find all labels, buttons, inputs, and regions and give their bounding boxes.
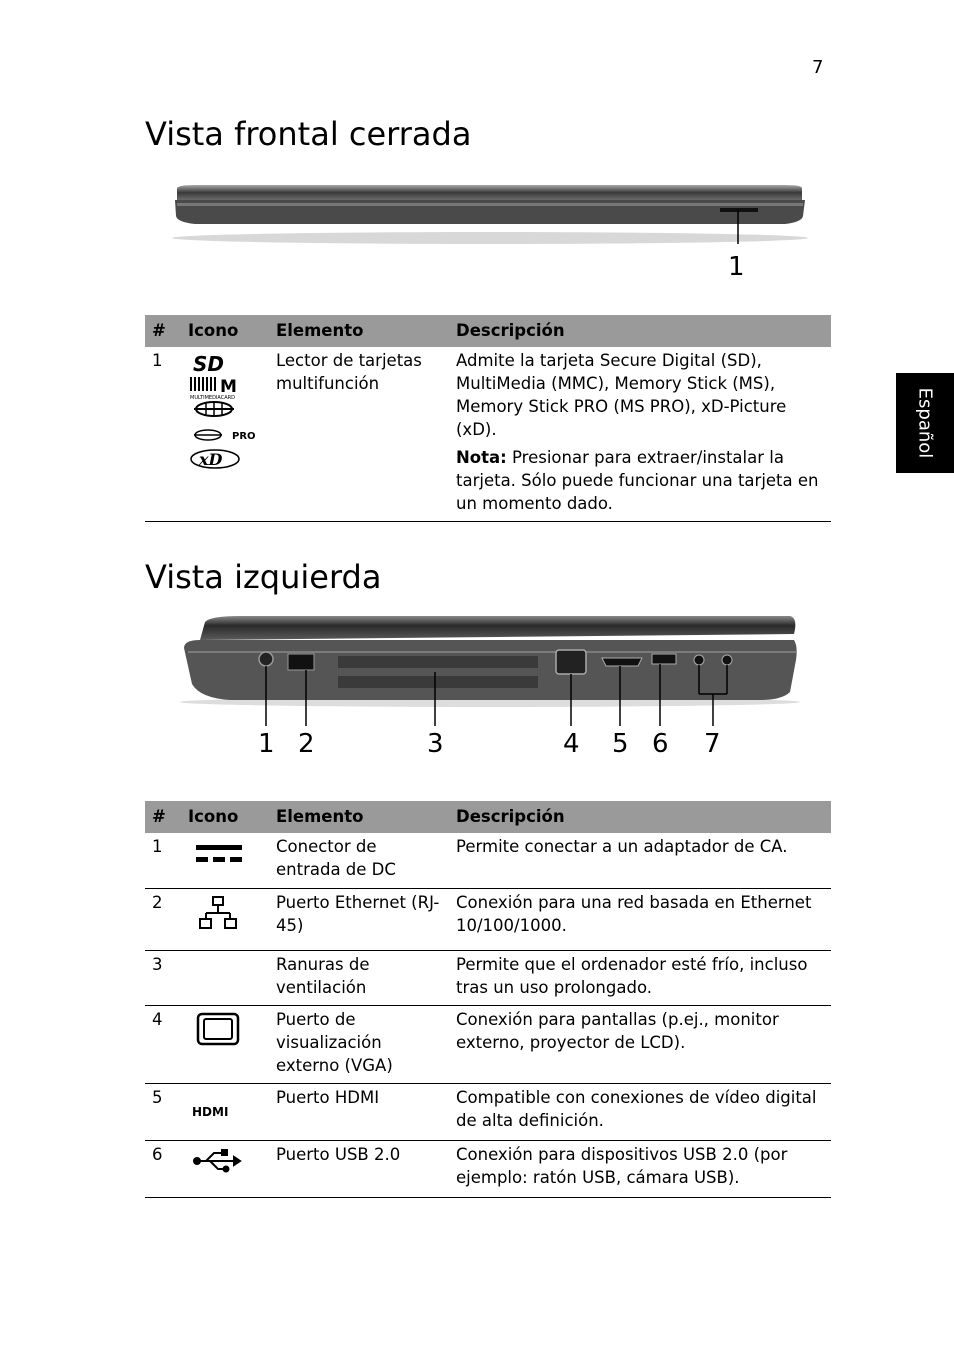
language-tab: [896, 373, 954, 473]
laptop-edge: [177, 203, 803, 206]
left-callout-4: 4: [563, 729, 580, 759]
laptop-lid: [200, 616, 795, 640]
section-title-front: Vista frontal cerrada: [145, 115, 472, 153]
row-num: 6: [145, 1140, 180, 1197]
vga-port: [556, 650, 586, 674]
laptop-left-view-image: [170, 612, 810, 732]
row-element: Lector de tarjetas multifunción: [268, 347, 448, 522]
left-callout-6: 6: [652, 729, 669, 759]
language-tab-label: Español: [914, 387, 936, 459]
row-icon: [180, 950, 268, 1005]
note-body: Presionar para extraer/instalar la tarjeta. Sólo puede funcionar una tarjeta en un momento dado.: [456, 448, 819, 513]
hdmi-port: [602, 658, 642, 666]
left-callout-2: 2: [298, 729, 315, 759]
row-description: [448, 347, 831, 522]
table-row: [145, 950, 831, 1005]
row-num: 3: [145, 950, 180, 1005]
row-num: 1: [145, 833, 180, 888]
dc-in-icon: [188, 837, 248, 871]
header-description: Descripción: [448, 315, 831, 347]
row-icon: [180, 888, 268, 950]
sd-icon: [193, 352, 224, 376]
svg-text:SD: SD: [193, 352, 225, 376]
row-description: Permite conectar a un adaptador de CA.: [448, 833, 831, 888]
table-row: [145, 1140, 831, 1197]
left-callout-3: 3: [427, 729, 444, 759]
left-callout-5: 5: [612, 729, 629, 759]
header-num: #: [145, 315, 180, 347]
table-row: [145, 833, 831, 888]
svg-text:M: M: [220, 377, 237, 397]
ethernet-icon: [188, 893, 248, 933]
header-element: Elemento: [268, 801, 448, 833]
table-row: [145, 347, 831, 522]
front-view-table: [145, 315, 831, 522]
laptop-lid: [177, 185, 802, 200]
left-callout-1: 1: [258, 729, 275, 759]
note-label: Nota:: [456, 448, 507, 467]
ethernet-port: [288, 654, 314, 670]
table-row: [145, 888, 831, 950]
laptop-shadow: [172, 232, 808, 244]
row-element: Puerto de visualización externo (VGA): [268, 1005, 448, 1083]
row-icon: [180, 1083, 268, 1140]
header-description: Descripción: [448, 801, 831, 833]
row-description: Conexión para pantallas (p.ej., monitor externo, proyector de LCD).: [448, 1005, 831, 1083]
header-num: #: [145, 801, 180, 833]
microphone-jack: [722, 655, 732, 665]
vga-icon: [188, 1010, 248, 1050]
dc-in-port: [259, 652, 273, 666]
memory-stick-icon: [194, 402, 234, 416]
card-logos-icon: [188, 351, 258, 469]
left-callout-7: 7: [704, 729, 721, 759]
description-text: Admite la tarjeta Secure Digital (SD), MultiMedia (MMC), Memory Stick (MS), Memory Stick PRO (MS PRO), xD-Picture (xD).: [456, 351, 787, 439]
row-num: 1: [145, 347, 180, 522]
row-icon: [180, 833, 268, 888]
laptop-front-view-image: [165, 180, 815, 280]
row-element: Conector de entrada de DC: [268, 833, 448, 888]
card-reader-slot: [720, 208, 758, 212]
svg-text:HDMI: HDMI: [192, 1104, 229, 1119]
usb-port: [652, 654, 676, 664]
multimedia-card-icon: [190, 377, 237, 401]
svg-text:PRO: PRO: [232, 431, 256, 442]
table-row: [145, 1005, 831, 1083]
header-icon: Icono: [180, 801, 268, 833]
row-icons: [180, 347, 268, 522]
svg-text:xD: xD: [199, 450, 223, 469]
memory-stick-pro-icon: [194, 430, 256, 442]
row-num: 5: [145, 1083, 180, 1140]
row-description: Compatible con conexiones de vídeo digital de alta definición.: [448, 1083, 831, 1140]
row-description: Conexión para dispositivos USB 2.0 (por ejemplo: ratón USB, cámara USB).: [448, 1140, 831, 1197]
laptop-base: [184, 640, 797, 700]
row-icon: [180, 1140, 268, 1197]
row-icon: [180, 1005, 268, 1083]
header-element: Elemento: [268, 315, 448, 347]
hdmi-icon: [188, 1088, 248, 1124]
table-header-row: [145, 315, 831, 347]
xd-icon: [191, 450, 239, 469]
note-text: [456, 446, 823, 515]
row-num: 2: [145, 888, 180, 950]
row-element: Puerto Ethernet (RJ-45): [268, 888, 448, 950]
page-number: 7: [812, 57, 824, 78]
table-header-row: [145, 801, 831, 833]
svg-text:MULTIMEDIACARD: MULTIMEDIACARD: [190, 395, 235, 401]
section-title-left: Vista izquierda: [145, 558, 382, 596]
front-callout-1: 1: [728, 252, 745, 282]
row-num: 4: [145, 1005, 180, 1083]
headphone-jack: [694, 655, 704, 665]
row-element: Ranuras de ventilación: [268, 950, 448, 1005]
left-view-table: [145, 801, 831, 1198]
table-row: [145, 1083, 831, 1140]
usb-icon: [188, 1145, 248, 1181]
header-icon: Icono: [180, 315, 268, 347]
row-element: Puerto HDMI: [268, 1083, 448, 1140]
row-description: Conexión para una red basada en Ethernet 10/100/1000.: [448, 888, 831, 950]
row-element: Puerto USB 2.0: [268, 1140, 448, 1197]
row-description: Permite que el ordenador esté frío, incluso tras un uso prolongado.: [448, 950, 831, 1005]
